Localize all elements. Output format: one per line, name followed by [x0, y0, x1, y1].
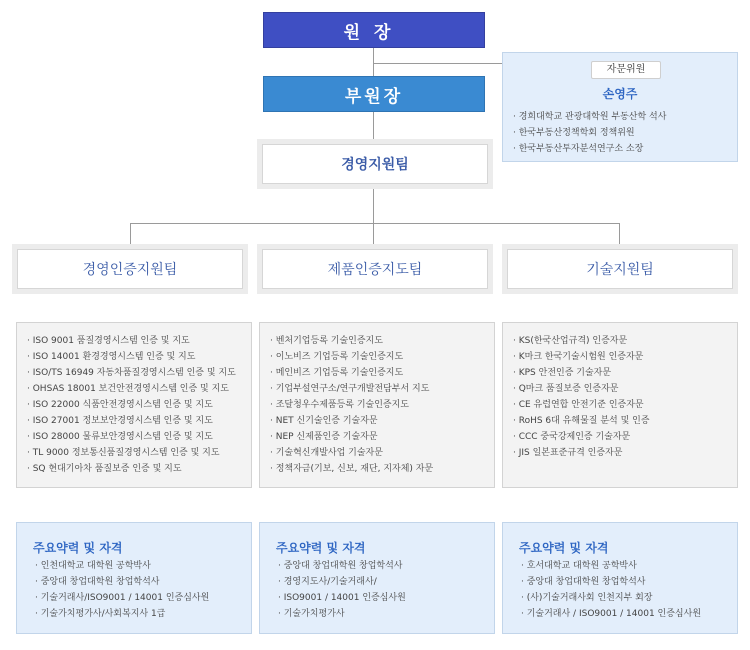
qualifications-list — [278, 558, 406, 622]
duty-item: · NET 신기술인증 기술자문 — [270, 416, 378, 426]
advisor-item: · 한국부동산투자분석연구소 소장 — [513, 144, 644, 154]
duty-item: · K마크 한국기술시험원 인증자문 — [513, 352, 644, 362]
management-team-box — [257, 139, 493, 189]
duty-item: · KS(한국산업규격) 인증자문 — [513, 336, 628, 346]
duties-list — [503, 323, 737, 461]
qualification-item: · (사)기술거래사회 인천지부 회장 — [521, 593, 653, 603]
duty-item: · 기업부설연구소/연구개발전담부서 지도 — [270, 384, 430, 394]
connector-team-3 — [619, 223, 620, 244]
duty-item: · KPS 안전인증 기술자문 — [513, 368, 612, 378]
qualification-item: · 중앙대 창업대학원 창업학석사 — [521, 577, 646, 587]
connector-team-1 — [130, 223, 131, 244]
qualification-item: · 중앙대 창업대학원 창업학석사 — [35, 577, 160, 587]
vice-director-label: 부원장 — [344, 86, 404, 107]
duty-item: · NEP 신제품인증 기술자문 — [270, 432, 378, 442]
advisor-list — [513, 109, 666, 157]
duty-item: · ISO 14001 환경경영시스템 인증 및 지도 — [27, 352, 196, 362]
duty-item: · ISO 27001 정보보안경영시스템 인증 및 지도 — [27, 416, 213, 426]
team-qualifications-technical-support — [502, 522, 738, 634]
duty-item: · ISO 22000 식품안전경영시스템 인증 및 지도 — [27, 400, 213, 410]
team-duties-product-certification — [259, 322, 495, 488]
duty-item: · RoHS 6대 유해물질 분석 및 인증 — [513, 416, 650, 426]
connector-mgmt-branch — [373, 189, 374, 224]
advisor-name: 손영주 — [602, 87, 638, 101]
duties-list — [17, 323, 251, 477]
duty-item: · 조달청우수제품등록 기술인증지도 — [270, 400, 409, 410]
team-name: 제품인증지도팀 — [262, 249, 488, 289]
team-duties-technical-support — [502, 322, 738, 488]
duty-item: · 이노비즈 기업등록 기술인증지도 — [270, 352, 404, 362]
qualification-item: · 기술가치평가사 — [278, 609, 345, 619]
director-box — [263, 12, 485, 48]
duty-item: · 정책자금(기보, 신보, 재단, 지자체) 자문 — [270, 464, 434, 474]
vice-director-box — [263, 76, 485, 112]
team-qualifications-management-certification — [16, 522, 252, 634]
qualification-item: · 기술거래사/ISO9001 / 14001 인증심사원 — [35, 593, 210, 603]
qualifications-list — [35, 558, 209, 622]
team-qualifications-product-certification — [259, 522, 495, 634]
qualification-item: · 기술가치평가사/사회복지사 1급 — [35, 609, 166, 619]
advisor-panel — [502, 52, 738, 162]
connector-horizontal — [130, 223, 620, 224]
duty-item: · JIS 일본표준규격 인증자문 — [513, 448, 623, 458]
connector-vice-mgmt — [373, 112, 374, 139]
connector-advisor — [374, 63, 502, 64]
duties-list — [260, 323, 494, 477]
management-team-label: 경영지원팀 — [262, 144, 488, 184]
team-name: 경영인증지원팀 — [17, 249, 243, 289]
duty-item: · 메인비즈 기업등록 기술인증지도 — [270, 368, 404, 378]
connector-director-vice — [373, 48, 374, 76]
team-duties-management-certification — [16, 322, 252, 488]
qualification-item: · 호서대학교 대학원 공학박사 — [521, 561, 637, 571]
qualification-item: · ISO9001 / 14001 인증심사원 — [278, 593, 406, 603]
duty-item: · 벤처기업등록 기술인증지도 — [270, 336, 383, 346]
duty-item: · CCC 중국강제인증 기술자문 — [513, 432, 631, 442]
qualification-item: · 기술거래사 / ISO9001 / 14001 인증심사원 — [521, 609, 702, 619]
qualifications-title: 주요약력 및 자격 — [519, 541, 609, 555]
qualifications-title: 주요약력 및 자격 — [33, 541, 123, 555]
advisor-item: · 경희대학교 관광대학원 부동산학 석사 — [513, 112, 667, 122]
duty-item: · SQ 현대기아차 품질보증 인증 및 지도 — [27, 464, 182, 474]
duty-item: · CE 유럽연합 안전기준 인증자문 — [513, 400, 644, 410]
team-box-product-certification — [257, 244, 493, 294]
duty-item: · Q마크 품질보증 인증자문 — [513, 384, 619, 394]
advisor-badge: 자문위원 — [591, 61, 661, 79]
duty-item: · ISO/TS 16949 자동차품질경영시스템 인증 및 지도 — [27, 368, 236, 378]
director-label: 원장 — [343, 22, 405, 43]
duty-item: · 기술혁신개발사업 기술자문 — [270, 448, 383, 458]
qualifications-list — [521, 558, 701, 622]
qualification-item: · 중앙대 창업대학원 창업학석사 — [278, 561, 403, 571]
qualification-item: · 인천대학교 대학원 공학박사 — [35, 561, 151, 571]
connector-team-2 — [373, 223, 374, 244]
duty-item: · TL 9000 정보통신품질경영시스템 인증 및 지도 — [27, 448, 220, 458]
duty-item: · OHSAS 18001 보건안전경영시스템 인증 및 지도 — [27, 384, 229, 394]
duty-item: · ISO 9001 품질경영시스템 인증 및 지도 — [27, 336, 190, 346]
qualification-item: · 경영지도사/기술거래사/ — [278, 577, 377, 587]
duty-item: · ISO 28000 물류보안경영시스템 인증 및 지도 — [27, 432, 213, 442]
qualifications-title: 주요약력 및 자격 — [276, 541, 366, 555]
team-box-management-certification — [12, 244, 248, 294]
team-box-technical-support — [502, 244, 738, 294]
team-name: 기술지원팀 — [507, 249, 733, 289]
advisor-item: · 한국부동산정책학회 정책위원 — [513, 128, 635, 138]
